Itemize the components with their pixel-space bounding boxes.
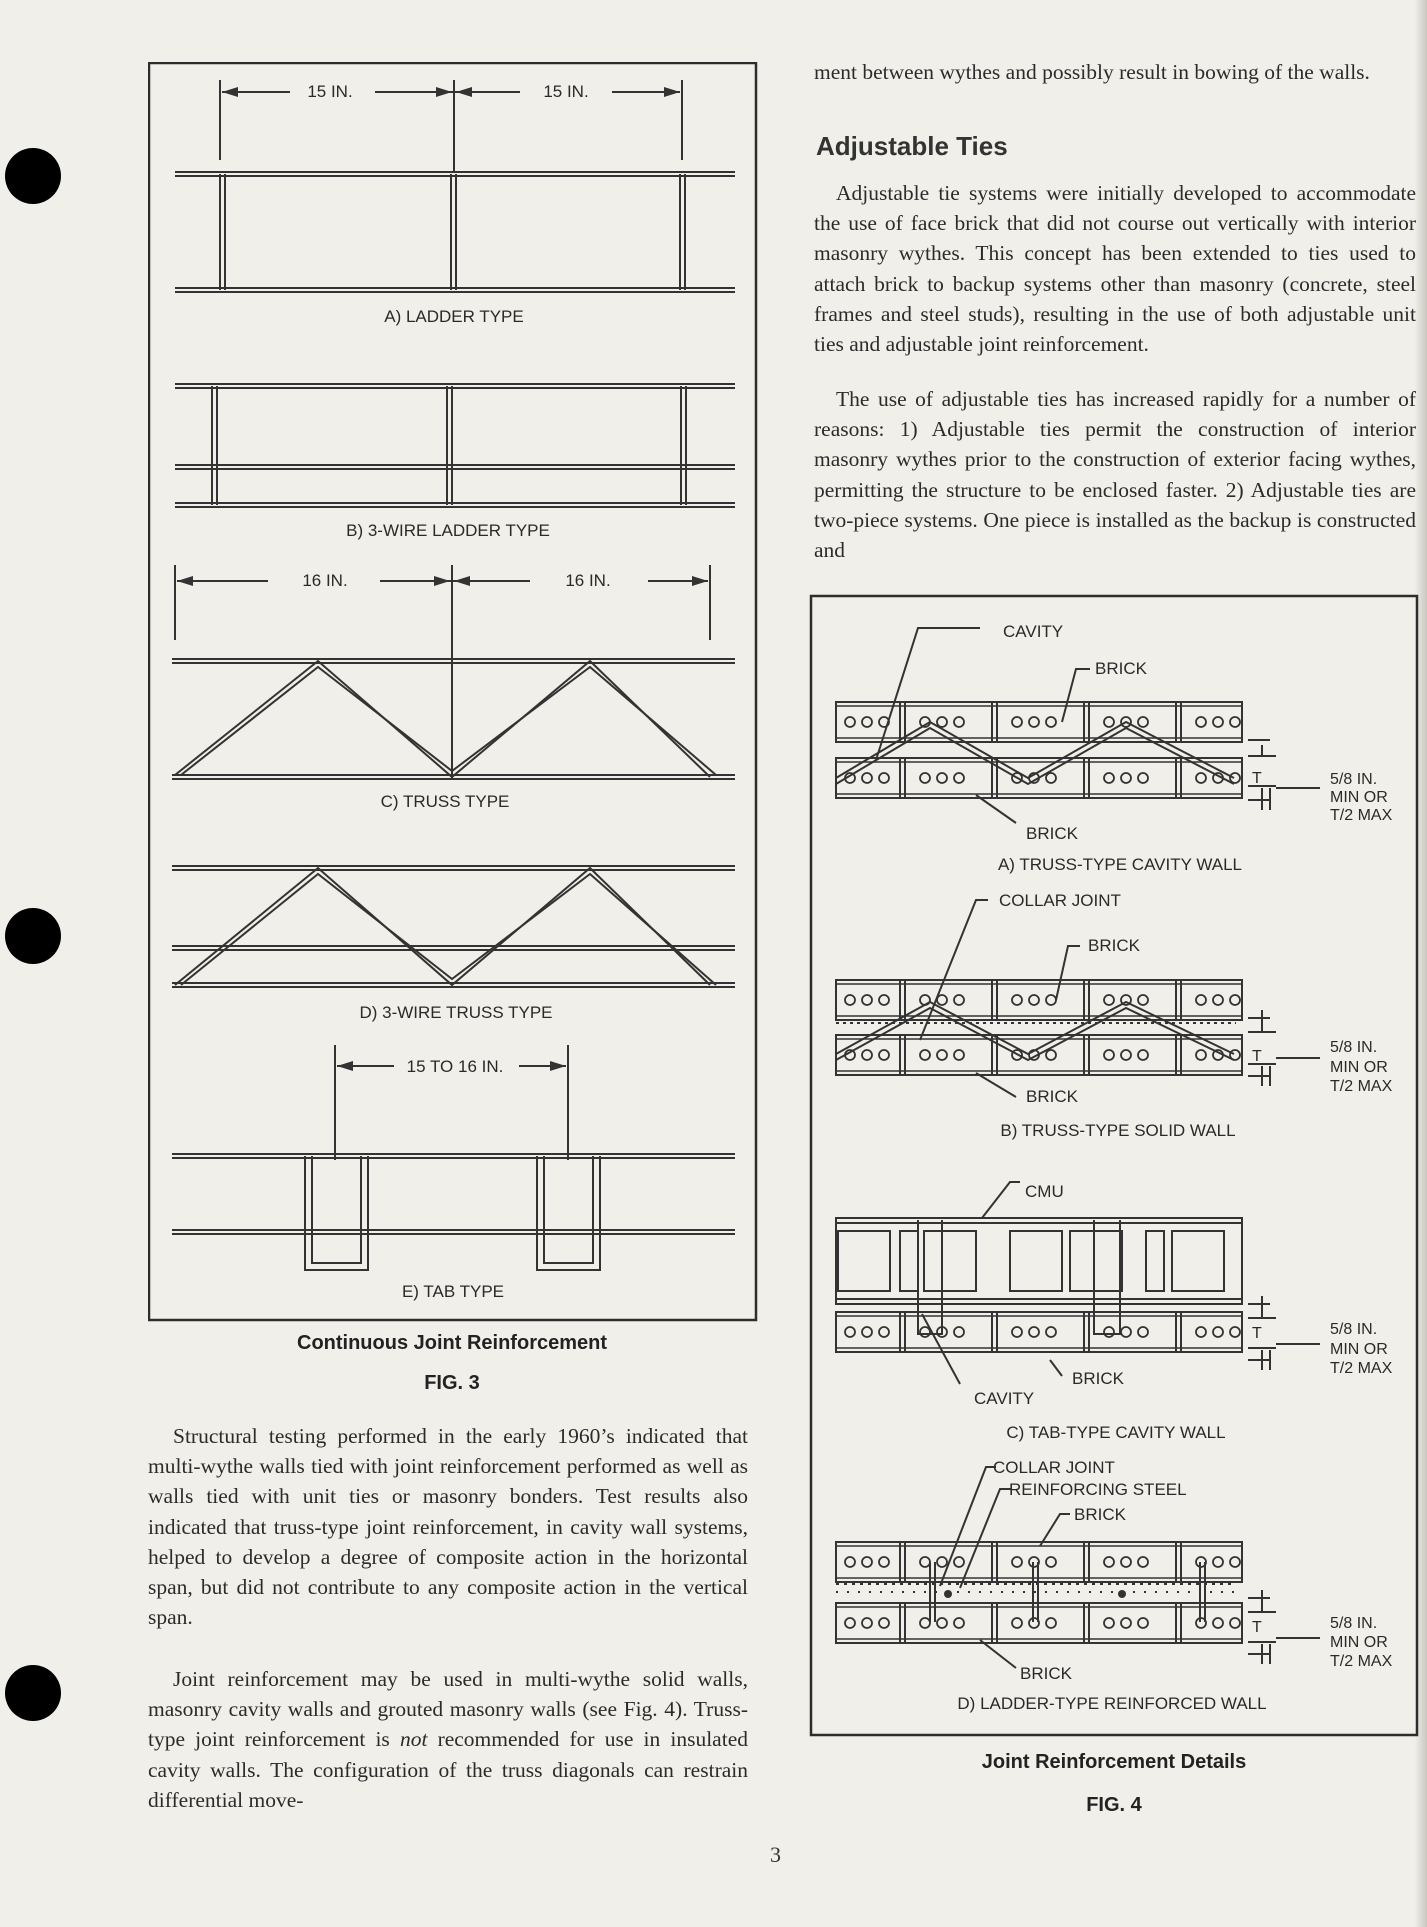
right-para1-text: Adjustable tie systems were initially developed to accommodate the use of face brick that did not course out vertically with interior masonry wythes. This concept has been extended to ties used to attach brick to backup systems other than masonry (concrete, steel frames and steel studs), resulting in the use of both adjustable unit ties and adjustable joint reinforcement. [814, 181, 1416, 357]
fig4-a-cavity: CAVITY [1003, 622, 1064, 641]
binder-hole-top [5, 148, 61, 204]
right-para2-text: The use of adjustable ties has increased rapidly for a number of reasons: 1) Adjustable ties permit the construction of interior masonry wythes prior to the construction of exterior facing wythes, permitting the structure to be enclosed faster. 2) Adjustable ties are two-piece systems. One piece is installed as the backup is constructed and [814, 387, 1416, 563]
fig3-dim-a-right: 15 IN. [543, 82, 589, 101]
fig4-b-spec2: MIN OR [1330, 1059, 1388, 1076]
fig4-panel [808, 590, 1420, 1740]
fig4-label-d: D) LADDER-TYPE REINFORCED WALL [957, 1694, 1267, 1713]
fig3-label-d: D) 3-WIRE TRUSS TYPE [359, 1003, 553, 1022]
fig4-d-spec2: MIN OR [1330, 1634, 1388, 1651]
fig4-c-cmu: CMU [1025, 1182, 1064, 1201]
fig4-b-collar: COLLAR JOINT [999, 891, 1121, 910]
fig4-d-spec3: T/2 MAX [1330, 1653, 1393, 1670]
fig4-b-brick-bottom: BRICK [1026, 1087, 1078, 1106]
page-number: 3 [770, 1842, 781, 1867]
fig4-label-a: A) TRUSS-TYPE CAVITY WALL [997, 855, 1243, 874]
fig4-a-spec1: 5/8 IN. [1330, 771, 1378, 788]
left-paragraph-1 [148, 1421, 748, 1632]
fig3-dim-a-left: 15 IN. [307, 82, 353, 101]
left-para1-text: Structural testing performed in the early 1960’s indicated that multi-wythe walls tied with joint reinforcement performed as well as walls tied with unit ties or masonry bonders. Test results also indicated that truss-type joint reinforcement, in cavity wall systems, helped to develop a degree of composite action in the horizontal span, but did not contribute to any composite action in the vertical span. [148, 1424, 748, 1630]
fig4-a-brick-bottom: BRICK [1026, 824, 1078, 843]
right-paragraph-2 [814, 384, 1416, 565]
fig4-d-steel: REINFORCING STEEL [1009, 1480, 1187, 1499]
fig3-dim-c-right: 16 IN. [565, 571, 611, 590]
fig4-b-brick-top: BRICK [1088, 936, 1140, 955]
right-continuation [814, 57, 1416, 87]
fig3-label-b: B) 3-WIRE LADDER TYPE [346, 521, 550, 540]
fig4-d-brick-top: BRICK [1074, 1505, 1126, 1524]
fig4-d-t: T [1252, 1619, 1262, 1636]
fig4-title: Joint Reinforcement Details [981, 1751, 1247, 1773]
fig4-b-spec1: 5/8 IN. [1330, 1039, 1378, 1056]
fig4-d-brick-bottom: BRICK [1020, 1664, 1072, 1683]
fig3-title: Continuous Joint Reinforcement [297, 1332, 607, 1354]
fig3-dim-e: 15 TO 16 IN. [406, 1057, 504, 1076]
fig4-a-spec2: MIN OR [1330, 789, 1388, 806]
binder-hole-middle [5, 908, 61, 964]
fig4-d-spec1: 5/8 IN. [1330, 1615, 1378, 1632]
fig4-c-spec3: T/2 MAX [1330, 1360, 1393, 1377]
fig4-c-spec2: MIN OR [1330, 1341, 1388, 1358]
left-paragraph-2 [148, 1664, 748, 1815]
fig4-a-brick-top: BRICK [1095, 659, 1147, 678]
section-heading-adjustable-ties: Adjustable Ties [816, 131, 1008, 161]
fig4-number: FIG. 4 [1086, 1794, 1142, 1816]
fig3-dim-c-left: 16 IN. [302, 571, 348, 590]
fig4-c-cavity: CAVITY [974, 1389, 1035, 1408]
fig4-a-spec3: T/2 MAX [1330, 807, 1393, 824]
fig3-label-c: C) TRUSS TYPE [380, 792, 510, 811]
fig4-label-b: B) TRUSS-TYPE SOLID WALL [1000, 1121, 1236, 1140]
right-continuation-text: ment between wythes and possibly result in bowing of the walls. [814, 60, 1370, 84]
right-paragraph-1 [814, 178, 1416, 359]
fig4-b-spec3: T/2 MAX [1330, 1078, 1393, 1095]
left-para2-text-a: Joint reinforcement may be used in multi-wythe solid walls, masonry cavity walls and grouted masonry walls (see Fig. 4). Truss-type joint reinforcement is [148, 1667, 748, 1752]
left-para2-emphasis: not [399, 1727, 428, 1752]
fig3-label-a: A) LADDER TYPE [384, 307, 524, 326]
fig4-d-collar: COLLAR JOINT [993, 1458, 1115, 1477]
left-para2-text-b: recommended for use in insulated cavity walls. The configuration of the truss diagonals can restrain differential move- [148, 1727, 748, 1812]
fig4-label-c: C) TAB-TYPE CAVITY WALL [1006, 1423, 1226, 1442]
fig4-a-t: T [1252, 770, 1262, 787]
fig3-number: FIG. 3 [424, 1372, 480, 1394]
fig3-label-e: E) TAB TYPE [401, 1282, 505, 1301]
fig4-b-t: T [1252, 1048, 1262, 1065]
binder-hole-bottom [5, 1665, 61, 1721]
fig4-c-t: T [1252, 1325, 1262, 1342]
fig3-panel [148, 62, 758, 1322]
fig4-c-spec1: 5/8 IN. [1330, 1321, 1378, 1338]
fig4-c-brick: BRICK [1072, 1369, 1124, 1388]
